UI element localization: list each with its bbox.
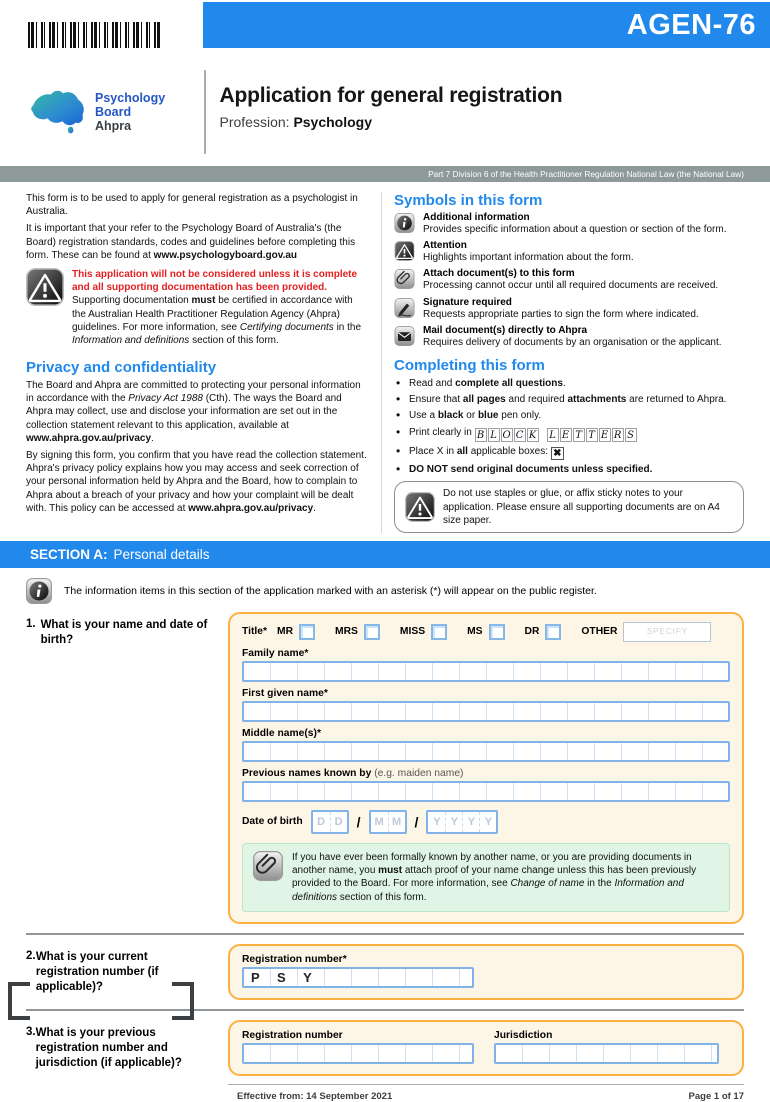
title-option-other: OTHER SPECIFY: [581, 622, 711, 642]
staples-note-box: [394, 481, 744, 533]
form-code: AGEN-76: [626, 8, 756, 41]
warning-text: This application will not be considered unless it is complete and all supporting documentation has been provided. Supporting documentation must be certified in accordance with the Australian Health Practitioner Regulation Agency (Ahpra) guidelines. For more information, see Certifying documents in the Information and definitions section of this form.: [72, 268, 362, 346]
ahpra-privacy-link-1[interactable]: www.ahpra.gov.au/privacy: [26, 432, 152, 444]
jurisdiction-label: Jurisdiction: [494, 1029, 553, 1041]
attention-icon: [26, 268, 64, 306]
section-a-label: SECTION A:: [30, 546, 108, 562]
masthead-divider: [204, 70, 206, 154]
title-options-row: [242, 622, 730, 642]
family-name-label: Family name*: [242, 647, 309, 659]
top-bar: [0, 0, 770, 48]
logo-ahpra-name: Ahpra: [95, 119, 132, 134]
completing-heading: Completing this form: [394, 356, 545, 374]
info-icon: [394, 212, 415, 233]
title-option-mrs: MRS: [335, 624, 380, 640]
profession-line: [220, 114, 563, 130]
question-2-label: 2. What is your current registration number (if applicable)?: [26, 949, 159, 993]
question-2-answer-box: [228, 944, 744, 1000]
completing-bullet: • Read and complete all questions.: [394, 377, 744, 390]
warning-block: [26, 268, 369, 351]
symbol-item: Additional information Provides specific information about a question or section of the form.: [394, 212, 744, 236]
australia-map-icon: [26, 85, 88, 139]
checkbox-miss[interactable]: [431, 624, 447, 640]
privacy-heading: Privacy and confidentiality: [26, 359, 217, 377]
profession-label: Profession:: [219, 114, 290, 130]
signature-icon: [394, 297, 415, 318]
privacy-paragraph-2: By signing this form, you confirm that you have read the collection statement. Ahpra's privacy policy explains how you may access and seek correction of your personal information held by Ahpra and the Board, how to complain to Ahpra about a breach of your privacy and how your complaint will be dealt with. This policy can be accessed at www.ahpra.gov.au/privacy.: [26, 450, 367, 514]
previous-names-label: Previous names known by (e.g. maiden name): [242, 767, 464, 779]
question-1-row: [26, 612, 744, 924]
date-of-birth-row: Date of birth D D / M M / Y Y Y Y: [242, 810, 730, 834]
completing-bullet: • Use a black or blue pen only.: [394, 409, 744, 422]
previous-registration-input[interactable]: [242, 1043, 474, 1064]
checkbox-ms[interactable]: [489, 624, 505, 640]
previous-registration-label: Registration number: [242, 1029, 343, 1041]
previous-registration-group: [242, 1030, 474, 1064]
ahpra-logo: [26, 70, 198, 154]
dob-year-input[interactable]: Y Y Y Y: [426, 810, 498, 834]
question-3-row: [26, 1020, 744, 1076]
mail-icon: [394, 325, 415, 346]
section-a-info-text: The information items in this section of the application marked with an asterisk (*) will appear on the public register.: [64, 584, 597, 597]
block-letters: B L O C K L E T T E R S: [475, 427, 638, 438]
middle-names-label: Middle name(s)*: [242, 727, 321, 739]
paperclip-icon: [394, 268, 415, 289]
question-divider: [26, 933, 744, 935]
profession-value: Psychology: [293, 114, 373, 130]
completing-bullet-block-letters: • Print clearly in B L O C K L E T T E R S: [394, 426, 744, 443]
section-a-title: Personal details: [113, 546, 210, 562]
completing-list: [394, 377, 744, 476]
page-number: Page 1 of 17: [688, 1090, 744, 1102]
staples-note-text: Do not use staples or glue, or affix sticky notes to your application. Please ensure all supporting documents are on A4 size paper.: [443, 488, 720, 526]
footer-rule: [228, 1084, 744, 1085]
dob-day-input[interactable]: D D: [311, 810, 349, 834]
registration-number-input[interactable]: [242, 967, 474, 988]
section-a-info-row: [26, 578, 744, 604]
previous-names-input[interactable]: [242, 781, 730, 802]
question-2-row: [26, 944, 744, 1000]
dob-month-input[interactable]: M M: [369, 810, 407, 834]
privacy-paragraph-1: The Board and Ahpra are committed to protecting your personal information in accordance with the Privacy Act 1988 (Cth). The ways the Board and Ahpra may collect, use and disclose your information are set out in the collection statement relevant to this application, available at www.ahpra.gov.au/privacy.: [26, 380, 361, 444]
question-divider: [26, 1009, 744, 1011]
name-change-note: [242, 843, 730, 912]
title-option-miss: MISS: [400, 624, 447, 640]
title-option-dr: DR: [525, 624, 562, 640]
completing-bullet-x: • Place X in all applicable boxes: ✖: [394, 445, 744, 460]
family-name-input[interactable]: [242, 661, 730, 682]
intro-columns: [26, 192, 744, 533]
title-other-input[interactable]: [623, 622, 711, 642]
question-1-answer-box: [228, 612, 744, 924]
symbol-item: Attention Highlights important information about the form.: [394, 240, 744, 264]
intro-paragraph-1: This form is to be used to apply for general registration as a psychologist in Australia.: [26, 193, 358, 218]
title-block: [220, 70, 563, 154]
symbol-item: Signature required Requests appropriate parties to sign the form where indicated.: [394, 297, 744, 321]
section-a-header: [0, 541, 770, 568]
crop-mark-right: [172, 982, 194, 1020]
attention-icon: [405, 492, 435, 522]
completing-bullet: • Ensure that all pages and required attachments are returned to Ahpra.: [394, 393, 744, 406]
form-code-bar: [203, 2, 770, 48]
date-of-birth-label: Date of birth: [242, 816, 303, 828]
logo-board-name: Psychology Board: [95, 90, 166, 119]
first-given-name-label: First given name*: [242, 687, 328, 699]
barcode: [28, 22, 162, 48]
effective-date: Effective from: 14 September 2021: [237, 1090, 393, 1102]
paperclip-icon: [253, 851, 283, 881]
question-3-label: 3. What is your previous registration number and jurisdiction (if applicable)?: [26, 1025, 182, 1069]
checkbox-dr[interactable]: [545, 624, 561, 640]
attention-icon: [394, 240, 415, 261]
masthead: [26, 70, 744, 154]
psychologyboard-link[interactable]: www.psychologyboard.gov.au: [153, 249, 298, 261]
name-change-note-text: If you have ever been formally known by another name, or you are providing documents in another name, you must attach proof of your name change unless this has been previously provided to the Board. For more information, see Change of name in the Information and definitions section of this form.: [292, 851, 697, 903]
right-column: [382, 192, 744, 533]
title-option-mr: MR: [277, 624, 315, 640]
first-given-name-input[interactable]: [242, 701, 730, 722]
completing-bullet: • DO NOT send original documents unless specified.: [394, 463, 744, 476]
jurisdiction-group: [494, 1030, 719, 1064]
checkbox-mr[interactable]: [299, 624, 315, 640]
footer: [237, 1091, 744, 1102]
question-3-answer-box: [228, 1020, 744, 1076]
question-1-label: 1. What is your name and date of birth?: [26, 617, 208, 646]
title-option-ms: MS: [467, 624, 504, 640]
symbol-item: Attach document(s) to this form Processing cannot occur until all required documents are received.: [394, 268, 744, 292]
jurisdiction-input[interactable]: [494, 1043, 719, 1064]
middle-names-input[interactable]: [242, 741, 730, 762]
left-column: [26, 192, 382, 533]
symbols-heading: Symbols in this form: [394, 192, 543, 209]
x-mark-icon: ✖: [551, 447, 564, 460]
ahpra-privacy-link-2[interactable]: www.ahpra.gov.au/privacy: [188, 502, 314, 514]
title-label: Title*: [242, 626, 267, 638]
law-bar: [0, 166, 770, 182]
law-bar-text: Part 7 Division 6 of the Health Practitioner Regulation National Law (the National Law): [428, 169, 744, 179]
info-icon: [26, 578, 52, 604]
logo-text: [95, 91, 198, 134]
form-title: Application for general registration: [219, 84, 563, 107]
registration-number-label: Registration number*: [242, 953, 347, 965]
intro-paragraph-2: It is important that your refer to the Psychology Board of Australia's (the Board) registration standards, codes and guidelines before completing this form. These can be found at www.psychologyboard.gov.au: [26, 223, 356, 261]
crop-mark-left: [8, 982, 30, 1020]
checkbox-mrs[interactable]: [364, 624, 380, 640]
symbol-item: Mail document(s) directly to Ahpra Requires delivery of documents by an organisation or the applicant.: [394, 325, 744, 349]
